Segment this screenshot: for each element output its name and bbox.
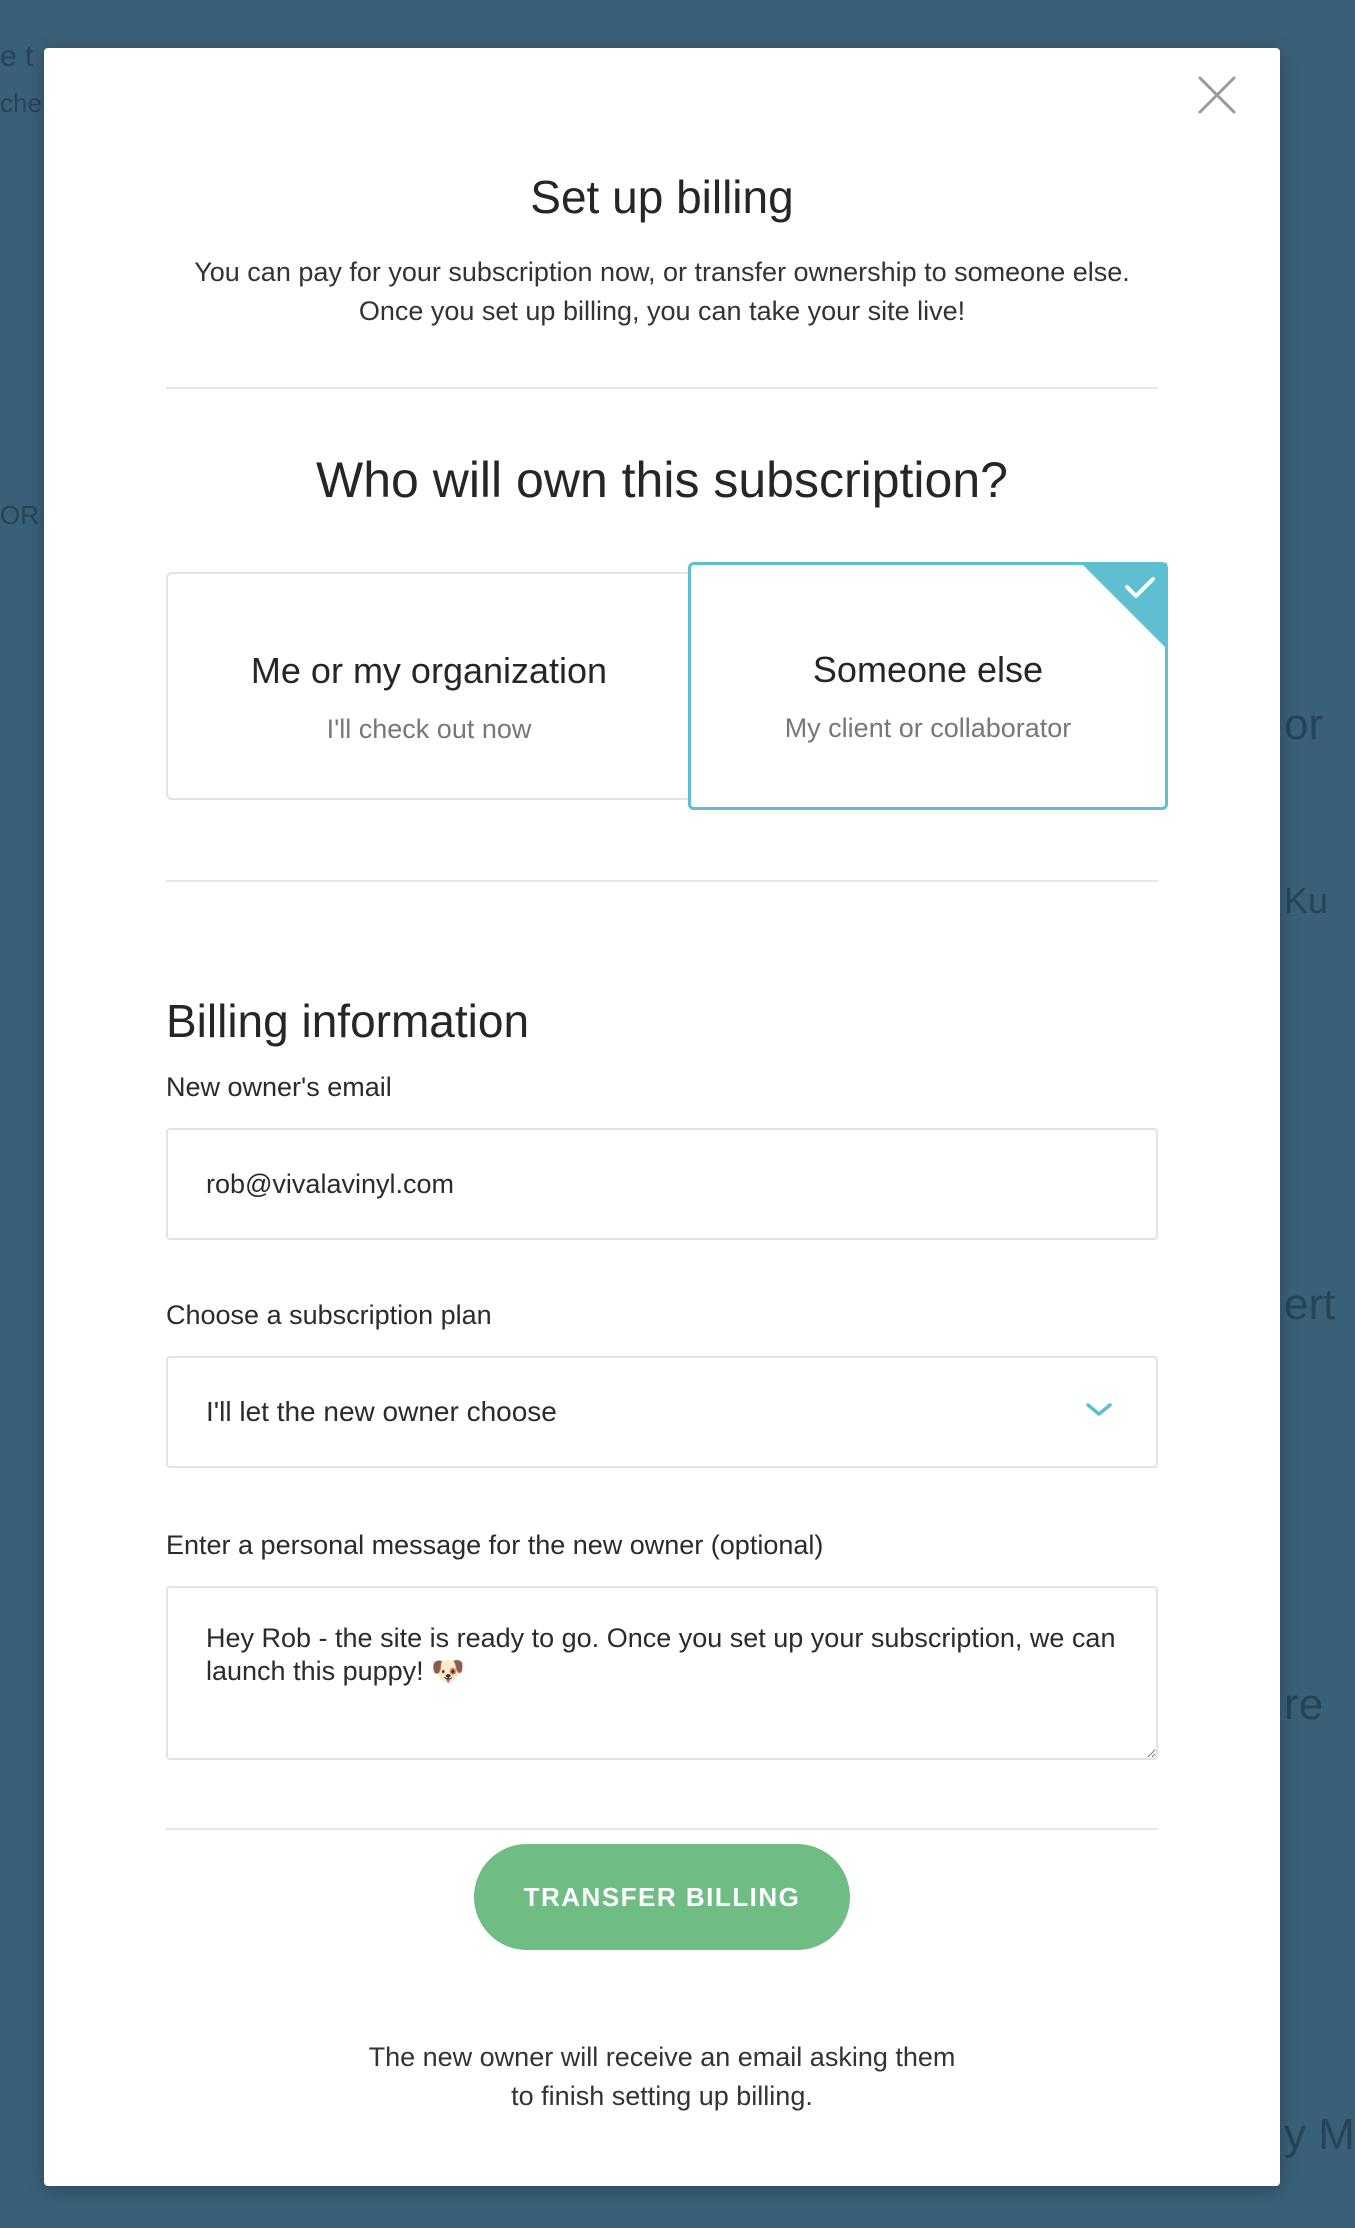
background-text-fragment: Ku: [1284, 880, 1329, 921]
owner-option-subtitle: I'll check out now: [326, 714, 532, 744]
chevron-down-icon: [1084, 1398, 1114, 1420]
billing-modal: [44, 48, 1280, 2186]
background-text-fragment: y M: [1284, 2110, 1355, 2159]
owner-option-title: Me or my organization: [250, 650, 608, 691]
new-owner-email-input[interactable]: [166, 1128, 1158, 1240]
divider: [166, 1828, 1158, 1830]
message-label: Enter a personal message for the new owner (optional): [166, 1530, 824, 1560]
background-text-fragment: e t: [0, 40, 34, 73]
background-text-fragment: or: [1284, 700, 1324, 749]
personal-message-textarea[interactable]: [166, 1586, 1158, 1760]
modal-content: [166, 48, 1158, 2186]
plan-label: Choose a subscription plan: [166, 1300, 492, 1330]
billing-section-title: Billing information: [166, 995, 530, 1047]
owner-option-someone-else[interactable]: [688, 562, 1168, 810]
owner-option-subtitle: My client or collaborator: [784, 713, 1072, 743]
divider: [166, 880, 1158, 882]
ownership-question: Who will own this subscription?: [316, 452, 1008, 508]
modal-subtitle: [166, 253, 1158, 331]
transfer-billing-button[interactable]: TRANSFER BILLING: [474, 1844, 850, 1950]
plan-selected-value: I'll let the new owner choose: [206, 1396, 557, 1427]
transfer-note: [166, 2038, 1158, 2116]
subscription-plan-select[interactable]: [166, 1356, 1158, 1468]
subtitle-line: You can pay for your subscription now, or transfer ownership to someone else.: [194, 257, 1130, 287]
background-text-fragment: ert: [1284, 1280, 1336, 1329]
subtitle-line: Once you set up billing, you can take your site live!: [358, 296, 966, 326]
modal-title: Set up billing: [530, 171, 794, 223]
owner-option-title: Someone else: [812, 649, 1044, 690]
close-button[interactable]: [1196, 74, 1238, 116]
background-text-fragment: re: [1284, 1680, 1324, 1729]
owner-option-me[interactable]: [166, 572, 690, 800]
background-text-fragment: che: [0, 88, 42, 118]
note-line: The new owner will receive an email asking them: [368, 2042, 956, 2072]
close-icon: [1196, 74, 1238, 116]
divider: [166, 387, 1158, 389]
email-label: New owner's email: [166, 1072, 392, 1102]
selected-check-icon: [1081, 563, 1167, 649]
background-text-fragment: OR: [0, 500, 39, 530]
note-line: to finish setting up billing.: [511, 2081, 813, 2111]
